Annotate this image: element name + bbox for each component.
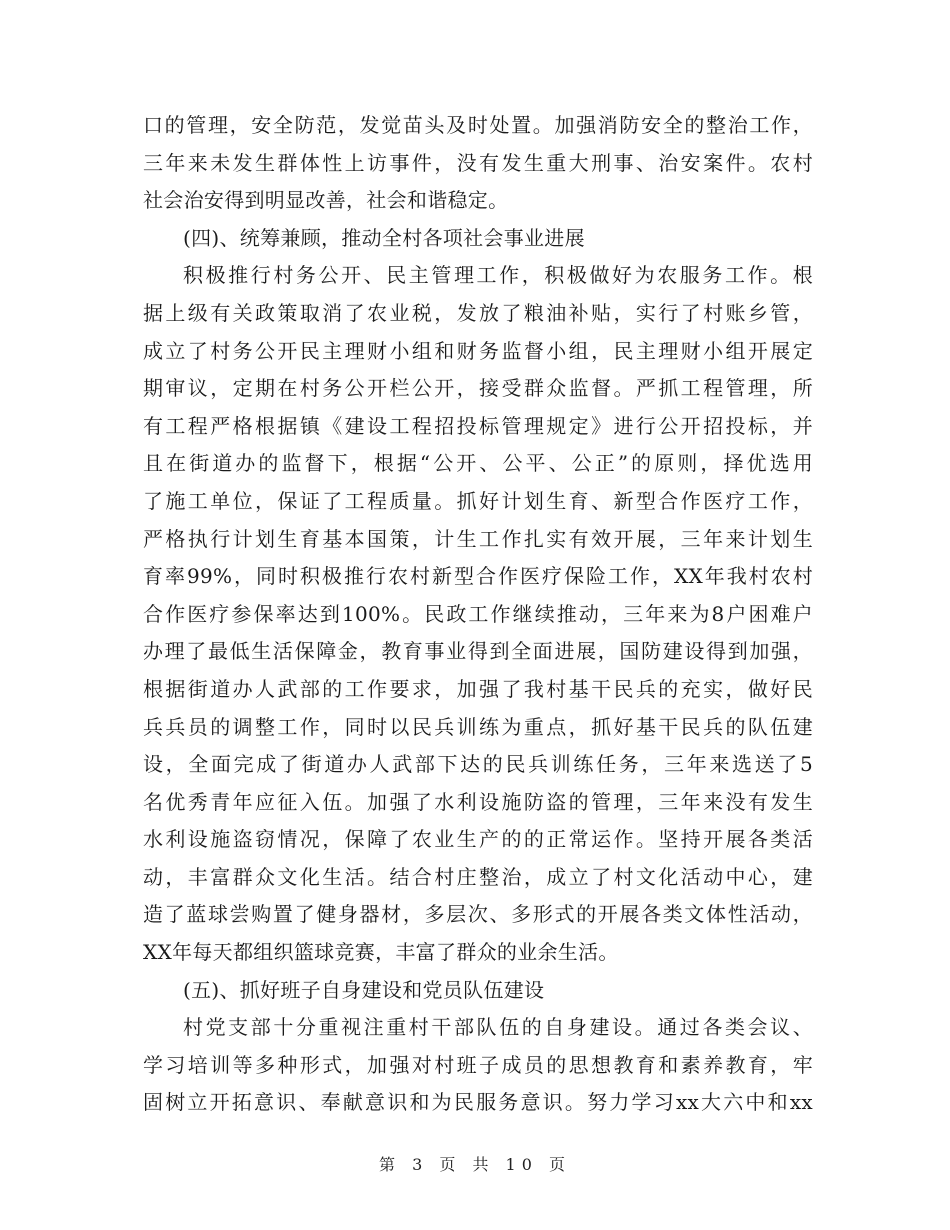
body-text-line: 村党支部十分重视注重村干部队伍的自身建设。通过各类会议、 bbox=[183, 1015, 813, 1040]
body-text-line: 造了蓝球尝购置了健身器材，多层次、多形式的开展各类文体性活动， bbox=[143, 902, 813, 927]
section-heading: (四)、统筹兼顾，推动全村各项社会事业进展 bbox=[183, 225, 585, 250]
body-text-line: 三年来未发生群体性上访事件，没有发生重大刑事、治安案件。农村 bbox=[143, 150, 813, 175]
body-text-line: 期审议，定期在村务公开栏公开，接受群众监督。严抓工程管理，所 bbox=[143, 376, 813, 401]
section-heading: (五)、抓好班子自身建设和党员队伍建设 bbox=[183, 977, 545, 1002]
body-text-line: 根据街道办人武部的工作要求，加强了我村基干民兵的充实，做好民 bbox=[143, 676, 813, 701]
document-body bbox=[143, 107, 813, 1122]
body-text-line: 名优秀青年应征入伍。加强了水利设施防盗的管理，三年来没有发生 bbox=[143, 789, 813, 814]
body-text-line: 成立了村务公开民主理财小组和财务监督小组，民主理财小组开展定 bbox=[143, 338, 813, 363]
body-text-line: 兵兵员的调整工作，同时以民兵训练为重点，抓好基干民兵的队伍建 bbox=[143, 714, 813, 739]
body-text-line: 社会治安得到明显改善，社会和谐稳定。 bbox=[143, 188, 509, 213]
body-text-line: 学习培训等多种形式，加强对村班子成员的思想教育和素养教育，牢 bbox=[143, 1052, 813, 1077]
body-text-line: 办理了最低生活保障金，教育事业得到全面进展，国防建设得到加强， bbox=[143, 639, 813, 664]
body-text-line: 固树立开拓意识、奉献意识和为民服务意识。努力学习xx大六中和xx bbox=[143, 1090, 813, 1115]
body-text-line: 动，丰富群众文化生活。结合村庄整治，成立了村文化活动中心，建 bbox=[143, 864, 813, 889]
body-text-line: 且在街道办的监督下，根据“公开、公平、公正”的原则，择优选用 bbox=[143, 451, 813, 476]
body-text-line: 据上级有关政策取消了农业税，发放了粮油补贴，实行了村账乡管， bbox=[143, 300, 813, 325]
body-text-line: 口的管理，安全防范，发觉苗头及时处置。加强消防安全的整治工作， bbox=[143, 113, 813, 137]
body-text-line: 积极推行村务公开、民主管理工作，积极做好为农服务工作。根 bbox=[183, 263, 813, 288]
body-text-line: 了施工单位，保证了工程质量。抓好计划生育、新型合作医疗工作， bbox=[143, 488, 813, 513]
body-text-line: 设，全面完成了街道办人武部下达的民兵训练任务，三年来选送了5 bbox=[143, 752, 813, 777]
body-text-line: 严格执行计划生育基本国策，计生工作扎实有效开展，三年来计划生 bbox=[143, 526, 813, 551]
body-text-line: 水利设施盗窃情况，保障了农业生产的的正常运作。坚持开展各类活 bbox=[143, 827, 813, 852]
body-text-line: 合作医疗参保率达到100%。民政工作继续推动，三年来为8户困难户 bbox=[143, 601, 813, 626]
page-number-footer: 第 3 页 共 10 页 bbox=[379, 1155, 571, 1174]
body-text-line: 有工程严格根据镇《建设工程招投标管理规定》进行公开招投标，并 bbox=[143, 413, 813, 438]
body-text-line: 育率99%，同时积极推行农村新型合作医疗保险工作，XX年我村农村 bbox=[143, 564, 813, 589]
body-text-line: XX年每天都组织篮球竞赛，丰富了群众的业余生活。 bbox=[143, 940, 619, 965]
